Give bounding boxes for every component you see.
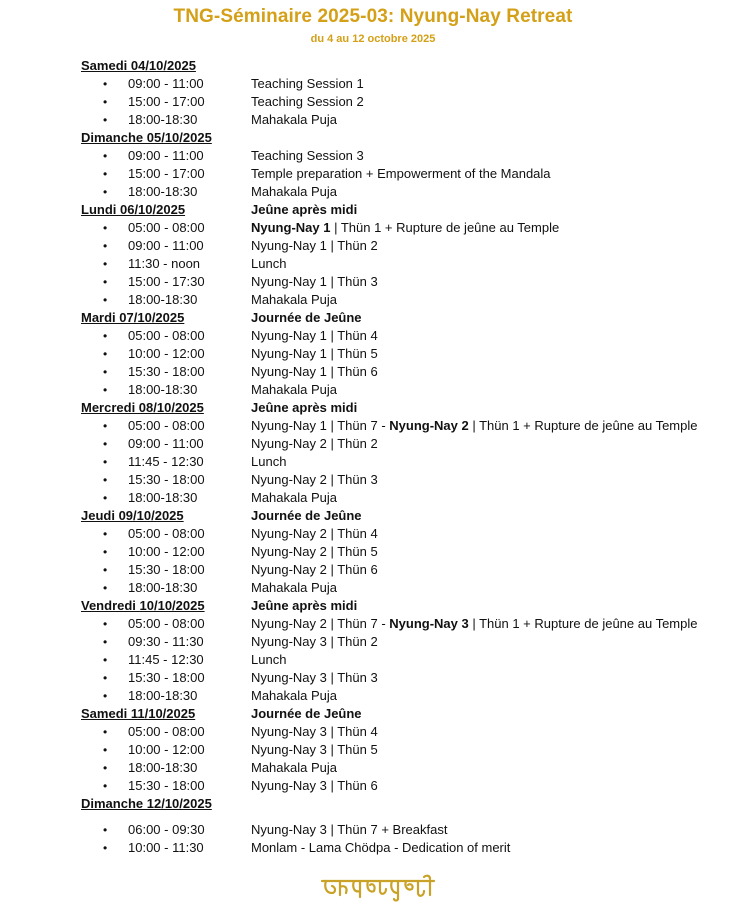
schedule-item (0, 219, 746, 237)
schedule-item (0, 237, 746, 255)
bullet-icon: • (103, 113, 108, 127)
description-text: Nyung-Nay 2 | Thün 7 - (251, 616, 390, 631)
schedule-item (0, 345, 746, 363)
session-highlight: Nyung-Nay 3 (389, 616, 469, 631)
schedule-item (0, 183, 746, 201)
bullet-icon: • (103, 653, 108, 667)
description-text: Nyung-Nay 1 | Thün 4 (251, 328, 378, 343)
item-description (251, 777, 378, 795)
schedule-item (0, 633, 746, 651)
schedule-item (0, 363, 746, 381)
item-time: 05:00 - 08:00 (128, 616, 205, 631)
description-text: Nyung-Nay 3 | Thün 6 (251, 778, 378, 793)
bullet-icon: • (103, 239, 108, 253)
item-time: 06:00 - 09:30 (128, 822, 205, 837)
description-text: Mahakala Puja (251, 490, 337, 505)
bullet-icon: • (103, 185, 108, 199)
day-name: Samedi 04/10/2025 (81, 58, 196, 73)
item-time: 10:00 - 12:00 (128, 346, 205, 361)
bullet-icon: • (103, 635, 108, 649)
schedule-item (0, 435, 746, 453)
day-section (0, 129, 746, 201)
schedule-item (0, 561, 746, 579)
description-text: Mahakala Puja (251, 112, 337, 127)
description-text: Nyung-Nay 2 | Thün 3 (251, 472, 378, 487)
day-name: Mardi 07/10/2025 (81, 310, 185, 325)
item-description (251, 327, 378, 345)
bullet-icon: • (103, 275, 108, 289)
item-description (251, 633, 378, 651)
item-time: 18:00-18:30 (128, 760, 198, 775)
description-text: | Thün 1 + Rupture de jeûne au Temple (468, 418, 698, 433)
description-text: Nyung-Nay 2 | Thün 4 (251, 526, 378, 541)
schedule-item (0, 273, 746, 291)
item-description (251, 93, 364, 111)
item-time: 15:30 - 18:00 (128, 364, 205, 379)
schedule-item (0, 525, 746, 543)
day-header (0, 129, 746, 147)
item-time: 11:45 - 12:30 (128, 454, 204, 469)
item-time: 15:00 - 17:00 (128, 94, 205, 109)
item-description (251, 471, 378, 489)
description-text: Lunch (251, 454, 287, 469)
item-description (251, 453, 286, 471)
day-section (0, 597, 746, 705)
item-time: 09:00 - 11:00 (128, 148, 204, 163)
item-time: 18:00-18:30 (128, 490, 198, 505)
bullet-icon: • (103, 563, 108, 577)
bullet-icon: • (103, 149, 108, 163)
bullet-icon: • (103, 437, 108, 451)
day-section (0, 201, 746, 309)
item-time: 11:45 - 12:30 (128, 652, 204, 667)
day-header (0, 57, 746, 75)
item-description (251, 821, 447, 839)
bullet-icon: • (103, 455, 108, 469)
item-time: 05:00 - 08:00 (128, 724, 205, 739)
item-time: 05:00 - 08:00 (128, 526, 205, 541)
bullet-icon: • (103, 347, 108, 361)
day-header (0, 201, 746, 219)
day-section (0, 507, 746, 597)
schedule-item (0, 821, 746, 839)
page-subtitle: du 4 au 12 octobre 2025 (310, 33, 436, 45)
description-text: Nyung-Nay 1 | Thün 5 (251, 346, 378, 361)
item-description (251, 111, 337, 129)
schedule-item (0, 417, 746, 435)
item-time: 09:00 - 11:00 (128, 76, 204, 91)
bullet-icon: • (103, 329, 108, 343)
description-text: Nyung-Nay 3 | Thün 3 (251, 670, 378, 685)
item-description (251, 165, 551, 183)
item-description (251, 759, 337, 777)
item-time: 09:00 - 11:00 (128, 436, 204, 451)
schedule-item (0, 111, 746, 129)
day-header (0, 705, 746, 723)
item-description (251, 345, 378, 363)
item-time: 10:00 - 11:30 (128, 840, 204, 855)
day-header (0, 399, 746, 417)
schedule-item (0, 839, 746, 857)
schedule-item (0, 669, 746, 687)
description-text: Mahakala Puja (251, 184, 337, 199)
day-section (0, 705, 746, 795)
item-description (251, 75, 364, 93)
item-time: 18:00-18:30 (128, 580, 198, 595)
bullet-icon: • (103, 841, 108, 855)
item-time: 15:30 - 18:00 (128, 778, 205, 793)
day-header (0, 597, 746, 615)
schedule-item (0, 93, 746, 111)
day-section (0, 399, 746, 507)
item-description (251, 219, 559, 237)
item-description (251, 255, 286, 273)
bullet-icon: • (103, 743, 108, 757)
day-note: Jeûne après midi (251, 598, 358, 613)
item-description (251, 417, 698, 435)
bullet-icon: • (103, 365, 108, 379)
day-header (0, 507, 746, 525)
bullet-icon: • (103, 167, 108, 181)
bullet-icon: • (103, 473, 108, 487)
day-note: Jeûne après midi (251, 400, 358, 415)
schedule-item (0, 489, 746, 507)
bullet-icon: • (103, 671, 108, 685)
tibetan-calligraphy-logo-icon (318, 873, 438, 903)
schedule-item (0, 165, 746, 183)
day-header (0, 795, 746, 813)
day-name: Dimanche 12/10/2025 (81, 796, 212, 811)
item-description (251, 669, 378, 687)
item-time: 15:30 - 18:00 (128, 472, 205, 487)
day-note: Jeûne après midi (251, 202, 358, 217)
day-name: Jeudi 09/10/2025 (81, 508, 184, 523)
session-highlight: Nyung-Nay 1 (251, 220, 331, 235)
schedule-item (0, 579, 746, 597)
description-text: Nyung-Nay 2 | Thün 6 (251, 562, 378, 577)
day-name: Mercredi 08/10/2025 (81, 400, 204, 415)
description-text: Mahakala Puja (251, 382, 337, 397)
description-text: Nyung-Nay 3 | Thün 5 (251, 742, 378, 757)
description-text: Nyung-Nay 1 | Thün 2 (251, 238, 378, 253)
item-time: 18:00-18:30 (128, 184, 198, 199)
description-text: Teaching Session 1 (251, 76, 364, 91)
schedule-item (0, 687, 746, 705)
day-name: Lundi 06/10/2025 (81, 202, 186, 217)
page-title: TNG-Séminaire 2025-03: Nyung-Nay Retreat (173, 6, 573, 27)
description-text: Nyung-Nay 1 | Thün 6 (251, 364, 378, 379)
day-note: Journée de Jeûne (251, 310, 362, 325)
item-description (251, 687, 337, 705)
description-text: Monlam - Lama Chödpa - Dedication of merit (251, 840, 511, 855)
day-name: Samedi 11/10/2025 (81, 706, 196, 721)
item-description (251, 723, 378, 741)
description-text: Lunch (251, 652, 287, 667)
item-description (251, 651, 286, 669)
schedule-item (0, 741, 746, 759)
schedule-item (0, 543, 746, 561)
bullet-icon: • (103, 689, 108, 703)
item-time: 18:00-18:30 (128, 292, 198, 307)
day-note: Journée de Jeûne (251, 706, 362, 721)
item-description (251, 273, 378, 291)
schedule-item (0, 759, 746, 777)
bullet-icon: • (103, 527, 108, 541)
item-description (251, 839, 510, 857)
item-description (251, 579, 337, 597)
bullet-icon: • (103, 581, 108, 595)
item-time: 05:00 - 08:00 (128, 328, 205, 343)
schedule-item (0, 471, 746, 489)
schedule-item (0, 615, 746, 633)
item-time: 10:00 - 12:00 (128, 544, 205, 559)
item-description (251, 741, 378, 759)
schedule-item (0, 255, 746, 273)
item-description (251, 237, 378, 255)
description-text: Mahakala Puja (251, 688, 337, 703)
bullet-icon: • (103, 823, 108, 837)
bullet-icon: • (103, 221, 108, 235)
item-description (251, 489, 337, 507)
bullet-icon: • (103, 491, 108, 505)
item-description (251, 147, 364, 165)
description-text: Nyung-Nay 1 | Thün 7 - (251, 418, 390, 433)
item-description (251, 525, 378, 543)
day-section (0, 795, 746, 857)
day-note: Journée de Jeûne (251, 508, 362, 523)
description-text: Mahakala Puja (251, 580, 337, 595)
item-description (251, 381, 337, 399)
day-section (0, 309, 746, 399)
bullet-icon: • (103, 77, 108, 91)
session-highlight: Nyung-Nay 2 (389, 418, 469, 433)
bullet-icon: • (103, 545, 108, 559)
day-name: Dimanche 05/10/2025 (81, 130, 212, 145)
description-text: Teaching Session 3 (251, 148, 364, 163)
bullet-icon: • (103, 383, 108, 397)
description-text: | Thün 1 + Rupture de jeûne au Temple (468, 616, 698, 631)
description-text: Mahakala Puja (251, 760, 337, 775)
item-time: 05:00 - 08:00 (128, 220, 205, 235)
bullet-icon: • (103, 95, 108, 109)
day-section (0, 57, 746, 129)
schedule-item (0, 291, 746, 309)
item-time: 09:00 - 11:00 (128, 238, 204, 253)
schedule-item (0, 327, 746, 345)
description-text: Nyung-Nay 3 | Thün 4 (251, 724, 378, 739)
item-time: 11:30 - noon (128, 256, 201, 271)
description-text: Teaching Session 2 (251, 94, 364, 109)
schedule-item (0, 651, 746, 669)
schedule-item (0, 147, 746, 165)
description-text: Lunch (251, 256, 287, 271)
item-time: 15:30 - 18:00 (128, 562, 205, 577)
item-time: 05:00 - 08:00 (128, 418, 205, 433)
bullet-icon: • (103, 725, 108, 739)
bullet-icon: • (103, 761, 108, 775)
item-description (251, 363, 378, 381)
schedule-item (0, 75, 746, 93)
bullet-icon: • (103, 779, 108, 793)
item-time: 10:00 - 12:00 (128, 742, 205, 757)
day-header (0, 309, 746, 327)
bullet-icon: • (103, 419, 108, 433)
item-time: 09:30 - 11:30 (128, 634, 204, 649)
bullet-icon: • (103, 257, 108, 271)
item-description (251, 291, 337, 309)
item-description (251, 183, 337, 201)
day-name: Vendredi 10/10/2025 (81, 598, 205, 613)
schedule-item (0, 453, 746, 471)
item-time: 18:00-18:30 (128, 688, 198, 703)
bullet-icon: • (103, 617, 108, 631)
schedule-item (0, 723, 746, 741)
description-text: Mahakala Puja (251, 292, 337, 307)
description-text: | Thün 1 + Rupture de jeûne au Temple (330, 220, 560, 235)
item-description (251, 435, 378, 453)
item-time: 18:00-18:30 (128, 112, 198, 127)
item-time: 15:30 - 18:00 (128, 670, 205, 685)
description-text: Nyung-Nay 1 | Thün 3 (251, 274, 378, 289)
item-description (251, 615, 698, 633)
schedule-item (0, 777, 746, 795)
description-text: Temple preparation + Empowerment of the Mandala (251, 166, 551, 181)
item-description (251, 561, 378, 579)
description-text: Nyung-Nay 2 | Thün 5 (251, 544, 378, 559)
description-text: Nyung-Nay 3 | Thün 7 + Breakfast (251, 822, 448, 837)
description-text: Nyung-Nay 2 | Thün 2 (251, 436, 378, 451)
item-time: 18:00-18:30 (128, 382, 198, 397)
item-description (251, 543, 378, 561)
item-time: 15:00 - 17:00 (128, 166, 205, 181)
item-time: 15:00 - 17:30 (128, 274, 205, 289)
schedule-item (0, 381, 746, 399)
bullet-icon: • (103, 293, 108, 307)
description-text: Nyung-Nay 3 | Thün 2 (251, 634, 378, 649)
schedule (0, 57, 746, 857)
